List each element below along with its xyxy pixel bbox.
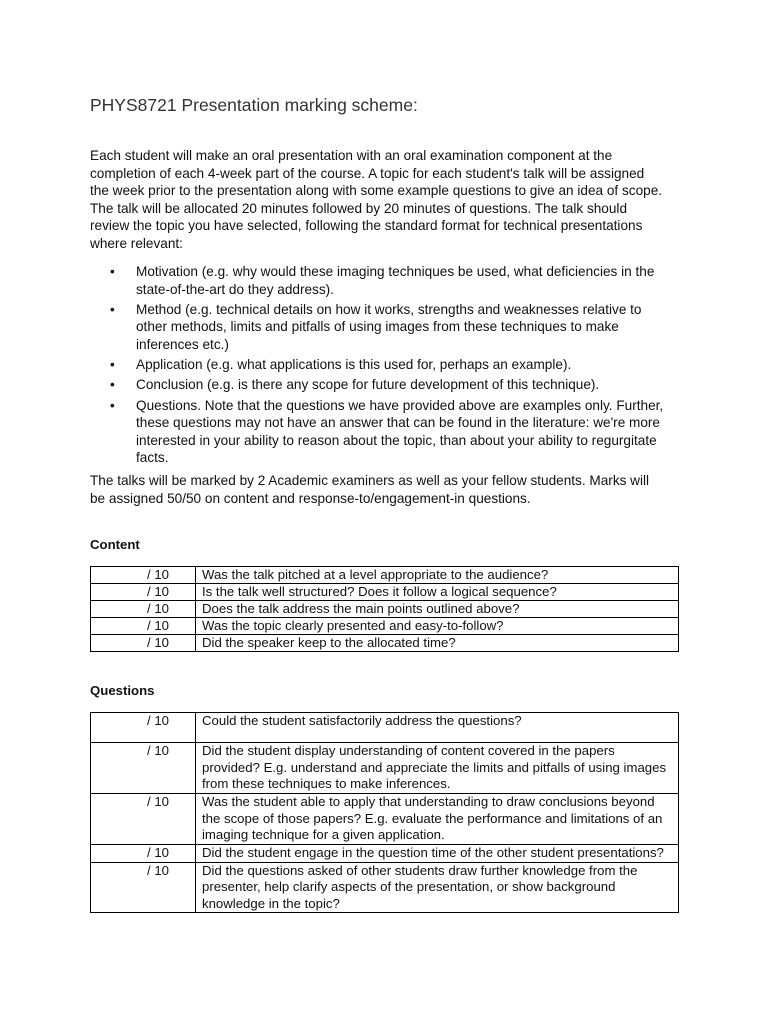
criterion-line: provided? E.g. understand and appreciate the limits and pitfalls of using images: [202, 759, 667, 775]
content-heading: Content: [90, 537, 140, 552]
table-row: [91, 862, 679, 913]
bullet-icon: •: [110, 357, 115, 373]
list-item-motivation: [90, 263, 690, 298]
list-item-line: interested in your ability to reason about the topic, than about your ability to regurgitate: [136, 432, 657, 448]
table-row: [91, 601, 679, 618]
mark-cell: / 10: [91, 601, 196, 618]
table-row: [91, 618, 679, 635]
criterion-cell: Did the speaker keep to the allocated time?: [196, 635, 679, 652]
list-item-questions: [90, 397, 690, 467]
list-item-line: Application (e.g. what applications is this used for, perhaps an example).: [136, 357, 572, 373]
page-title: PHYS8721 Presentation marking scheme:: [90, 95, 418, 115]
intro-line: the week prior to the presentation along with some example questions to give an idea of scope.: [90, 183, 663, 199]
mark-cell: / 10: [91, 567, 196, 584]
intro-line: completion of each 4-week part of the course. A topic for each student's talk will be assigned: [90, 165, 645, 181]
criterion-cell: [196, 845, 679, 863]
table-row: [91, 635, 679, 652]
mark-cell: / 10: [91, 862, 196, 913]
list-item-line: facts.: [136, 450, 169, 466]
list-item-line: inferences etc.): [136, 336, 229, 352]
criterion-cell: Was the talk pitched at a level appropriate to the audience?: [196, 567, 679, 584]
list-item-line: Conclusion (e.g. is there any scope for future development of this technique).: [136, 377, 600, 393]
content-marking-table: [90, 566, 679, 652]
questions-heading: Questions: [90, 683, 155, 698]
table-row: [91, 713, 679, 743]
intro-line: where relevant:: [90, 235, 183, 251]
mark-cell: / 10: [91, 845, 196, 863]
intro-paragraph: [90, 147, 690, 253]
list-item-conclusion: [90, 376, 690, 394]
presentation-format-list: [90, 263, 690, 470]
bullet-icon: •: [110, 301, 115, 317]
table-row: [91, 584, 679, 601]
mark-cell: / 10: [91, 635, 196, 652]
intro-line: Each student will make an oral presentation with an oral examination component at the: [90, 148, 613, 163]
criterion-line: presenter, help clarify aspects of the presentation, or show background: [202, 879, 616, 895]
list-item-line: these questions may not have an answer that can be found in the literature: we're more: [136, 415, 660, 431]
marking-line: The talks will be marked by 2 Academic examiners as well as your fellow students. Marks will: [90, 473, 650, 488]
mark-cell: / 10: [91, 713, 196, 743]
criterion-cell: [196, 713, 679, 743]
criterion-cell: Is the talk well structured? Does it follow a logical sequence?: [196, 584, 679, 601]
table-row: [91, 743, 679, 794]
criterion-line: Did the questions asked of other students draw further knowledge from the: [202, 862, 638, 878]
marking-line: be assigned 50/50 on content and response-to/engagement-in questions.: [90, 490, 531, 506]
criterion-cell: [196, 862, 679, 913]
criterion-line: Did the student display understanding of content covered in the papers: [202, 743, 615, 758]
criterion-line: Was the student able to apply that understanding to draw conclusions beyond: [202, 794, 655, 809]
mark-cell: / 10: [91, 743, 196, 794]
list-item-method: [90, 301, 690, 354]
marking-paragraph: [90, 472, 690, 507]
intro-line: The talk will be allocated 20 minutes followed by 20 minutes of questions. The talk should: [90, 200, 628, 216]
table-row: [91, 567, 679, 584]
bullet-icon: •: [110, 377, 115, 393]
table-row: [91, 794, 679, 845]
criterion-cell: [196, 743, 679, 794]
list-item-line: other methods, limits and pitfalls of using images from these techniques to make: [136, 319, 619, 335]
criterion-line: Could the student satisfactorily address the questions?: [202, 713, 522, 728]
questions-marking-table: [90, 712, 679, 913]
criterion-line: imaging technique for a given application.: [202, 827, 445, 843]
list-item-application: [90, 356, 690, 374]
criterion-cell: Was the topic clearly presented and easy-to-follow?: [196, 618, 679, 635]
mark-cell: / 10: [91, 618, 196, 635]
criterion-line: the scope of those papers? E.g. evaluate the performance and limitations of an: [202, 810, 663, 826]
bullet-icon: •: [110, 264, 115, 279]
list-item-line: Method (e.g. technical details on how it works, strengths and weaknesses relative to: [136, 301, 642, 317]
criterion-line: knowledge in the topic?: [202, 895, 340, 911]
mark-cell: / 10: [91, 584, 196, 601]
intro-line: review the topic you have selected, following the standard format for technical presentations: [90, 218, 643, 234]
list-item-line: state-of-the-art do they address).: [136, 281, 334, 297]
criterion-line: Did the student engage in the question time of the other student presentations?: [202, 845, 664, 860]
criterion-line: from these techniques to make inferences.: [202, 776, 451, 792]
table-row: [91, 845, 679, 863]
list-item-line: Questions. Note that the questions we have provided above are examples only. Further,: [136, 397, 664, 413]
mark-cell: / 10: [91, 794, 196, 845]
bullet-icon: •: [110, 397, 115, 413]
list-item-line: Motivation (e.g. why would these imaging techniques be used, what deficiencies in the: [136, 264, 655, 279]
criterion-cell: Does the talk address the main points outlined above?: [196, 601, 679, 618]
criterion-cell: [196, 794, 679, 845]
